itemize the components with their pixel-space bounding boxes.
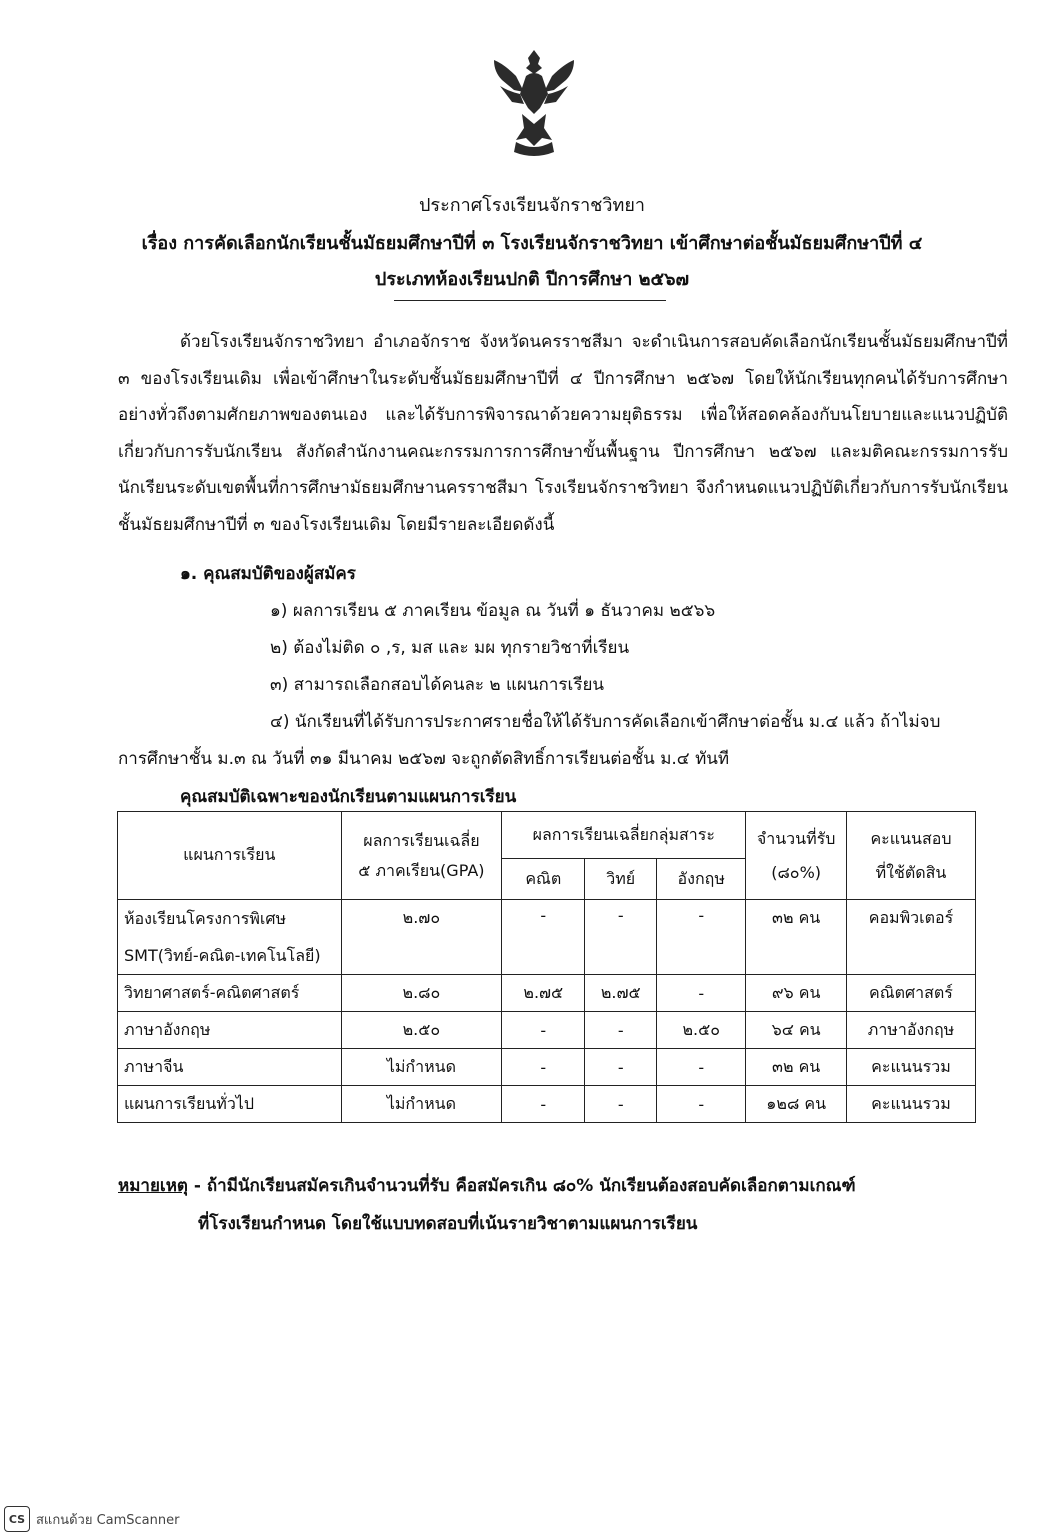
seats-cell: ๙๖ คน xyxy=(746,975,847,1012)
table-row xyxy=(118,975,976,1012)
sci-cell: - xyxy=(585,1086,657,1123)
header-score xyxy=(846,812,975,900)
seats-cell: ๓๒ คน xyxy=(746,1049,847,1086)
header-seats-line1: จำนวนที่รับ xyxy=(756,828,836,848)
table-row xyxy=(118,1012,976,1049)
plan-name: ภาษาจีน xyxy=(118,1049,342,1086)
plan-name: แผนการเรียนทั่วไป xyxy=(118,1086,342,1123)
math-cell: - xyxy=(502,1049,585,1086)
header-plan: แผนการเรียน xyxy=(118,812,342,900)
score-cell: คณิตศาสตร์ xyxy=(846,975,975,1012)
table-row xyxy=(118,900,976,975)
qualification-item-2: ๒) ต้องไม่ติด ๐ ,ร, มส และ มผ ทุกรายวิชาที่เรียน xyxy=(270,638,630,658)
gpa-cell: ๒.๗๐ xyxy=(341,900,502,975)
table-header-row xyxy=(118,812,976,859)
header-score-line2: ที่ใช้ตัดสิน xyxy=(875,862,947,882)
plan-name: ภาษาอังกฤษ xyxy=(118,1012,342,1049)
header-gpa xyxy=(341,812,502,900)
header-gpa-line2: ๕ ภาคเรียน(GPA) xyxy=(358,860,485,880)
header-gpa-line1: ผลการเรียนเฉลี่ย xyxy=(363,830,480,850)
table-row xyxy=(118,1049,976,1086)
note-label: หมายเหตุ xyxy=(118,1176,188,1196)
seats-cell: ๖๔ คน xyxy=(746,1012,847,1049)
camscanner-logo-icon: CS xyxy=(4,1506,30,1532)
note-line-2: ที่โรงเรียนกำหนด โดยใช้แบบทดสอบที่เน้นรายวิชาตามแผนการเรียน xyxy=(198,1214,698,1234)
seats-cell: ๑๒๘ คน xyxy=(746,1086,847,1123)
title-divider xyxy=(394,300,666,301)
gpa-cell: ไม่กำหนด xyxy=(341,1086,502,1123)
intro-paragraph xyxy=(118,324,1008,543)
gpa-cell: ไม่กำหนด xyxy=(341,1049,502,1086)
eng-cell: - xyxy=(657,975,746,1012)
plan-requirements-table xyxy=(117,811,976,1123)
plan-name-line2: SMT(วิทย์-คณิต-เทคโนโลยี) xyxy=(124,946,321,965)
header-seats-line2: (๘๐%) xyxy=(771,862,822,882)
table-row xyxy=(118,1086,976,1123)
garuda-emblem-icon xyxy=(486,46,582,158)
math-cell: - xyxy=(502,1086,585,1123)
eng-cell: - xyxy=(657,1086,746,1123)
watermark-text: สแกนด้วย CamScanner xyxy=(36,1512,180,1528)
sci-cell: - xyxy=(585,1049,657,1086)
note-line-1 xyxy=(118,1172,856,1199)
qualification-item-1: ๑) ผลการเรียน ๕ ภาคเรียน ข้อมูล ณ วันที่ ๑ ธันวาคม ๒๕๖๖ xyxy=(270,601,716,621)
score-cell: คอมพิวเตอร์ xyxy=(846,900,975,975)
sci-cell: - xyxy=(585,900,657,975)
header-seats xyxy=(746,812,847,900)
math-cell: - xyxy=(502,1012,585,1049)
header-score-line1: คะแนนสอบ xyxy=(870,828,952,848)
seats-cell: ๓๒ คน xyxy=(746,900,847,975)
eng-cell: - xyxy=(657,900,746,975)
qualification-item-3: ๓) สามารถเลือกสอบได้คนละ ๒ แผนการเรียน xyxy=(270,675,605,695)
intro-text: ด้วยโรงเรียนจักราชวิทยา อำเภอจักราช จังหวัดนครราชสีมา จะดำเนินการสอบคัดเลือกนักเรียนชั้นมัธยมศึกษาปีที่ ๓ ของโรงเรียนเดิม เพื่อเข้าศึกษาในระดับชั้นมัธยมศึกษาปีที่ ๔ ปีการศึกษา ๒๕๖๗ โดยให้นักเรียนทุกคนได้รับการศึกษาอย่างทั่วถึงตามศักยภาพของตนเอง และได้รับการพิจารณาด้วยความยุติธรรม เพื่อให้สอดคล้องกับนโยบายและแนวปฏิบัติเกี่ยวกับการรับนักเรียน สังกัดสำนักงานคณะกรรมการการศึกษาขั้นพื้นฐาน ปีการศึกษา ๒๕๖๗ และมติคณะกรรมการรับนักเรียนระดับเขตพื้นที่การศึกษามัธยมศึกษานครราชสีมา โรงเรียนจักราชวิทยา จึงกำหนดแนวปฏิบัติเกี่ยวกับการรับนักเรียนชั้นมัธยมศึกษาปีที่ ๓ ของโรงเรียนเดิม โดยมีรายละเอียดดังนี้ xyxy=(118,332,1008,535)
header-math: คณิต xyxy=(502,859,585,900)
plan-cell xyxy=(118,900,342,975)
section1-heading: ๑. คุณสมบัติของผู้สมัคร xyxy=(180,564,356,584)
announcement-subject-line2: ประเภทห้องเรียนปกติ ปีการศึกษา ๒๕๖๗ xyxy=(374,269,690,290)
plan-name: วิทยาศาสตร์-คณิตศาสตร์ xyxy=(118,975,342,1012)
score-cell: ภาษาอังกฤษ xyxy=(846,1012,975,1049)
scanner-watermark xyxy=(4,1506,179,1532)
header-sci: วิทย์ xyxy=(585,859,657,900)
announcement-title: ประกาศโรงเรียนจักราชวิทยา xyxy=(418,195,646,216)
score-cell: คะแนนรวม xyxy=(846,1049,975,1086)
announcement-subject: เรื่อง การคัดเลือกนักเรียนชั้นมัธยมศึกษาปีที่ ๓ โรงเรียนจักราชวิทยา เข้าศึกษาต่อชั้นมัธยมศึกษาปีที่ ๔ xyxy=(141,233,923,254)
math-cell: - xyxy=(502,900,585,975)
qualification-item-4-cont: การศึกษาชั้น ม.๓ ณ วันที่ ๓๑ มีนาคม ๒๕๖๗ จะถูกตัดสิทธิ์การเรียนต่อชั้น ม.๔ ทันที xyxy=(118,749,730,769)
plan-name: ห้องเรียนโครงการพิเศษ xyxy=(124,909,287,928)
note-text-1: - ถ้ามีนักเรียนสมัครเกินจำนวนที่รับ คือสมัครเกิน ๘๐% นักเรียนต้องสอบคัดเลือกตามเกณฑ์ xyxy=(187,1176,856,1196)
eng-cell: - xyxy=(657,1049,746,1086)
score-cell: คะแนนรวม xyxy=(846,1086,975,1123)
header-eng: อังกฤษ xyxy=(657,859,746,900)
qualification-item-4: ๔) นักเรียนที่ได้รับการประกาศรายชื่อให้ได้รับการคัดเลือกเข้าศึกษาต่อชั้น ม.๔ แล้ว ถ้าไม่จบ xyxy=(270,712,941,732)
eng-cell: ๒.๕๐ xyxy=(657,1012,746,1049)
table-caption: คุณสมบัติเฉพาะของนักเรียนตามแผนการเรียน xyxy=(180,787,517,807)
header-subject-group: ผลการเรียนเฉลี่ยกลุ่มสาระ xyxy=(502,812,746,859)
math-cell: ๒.๗๕ xyxy=(502,975,585,1012)
gpa-cell: ๒.๘๐ xyxy=(341,975,502,1012)
sci-cell: ๒.๗๕ xyxy=(585,975,657,1012)
gpa-cell: ๒.๕๐ xyxy=(341,1012,502,1049)
sci-cell: - xyxy=(585,1012,657,1049)
